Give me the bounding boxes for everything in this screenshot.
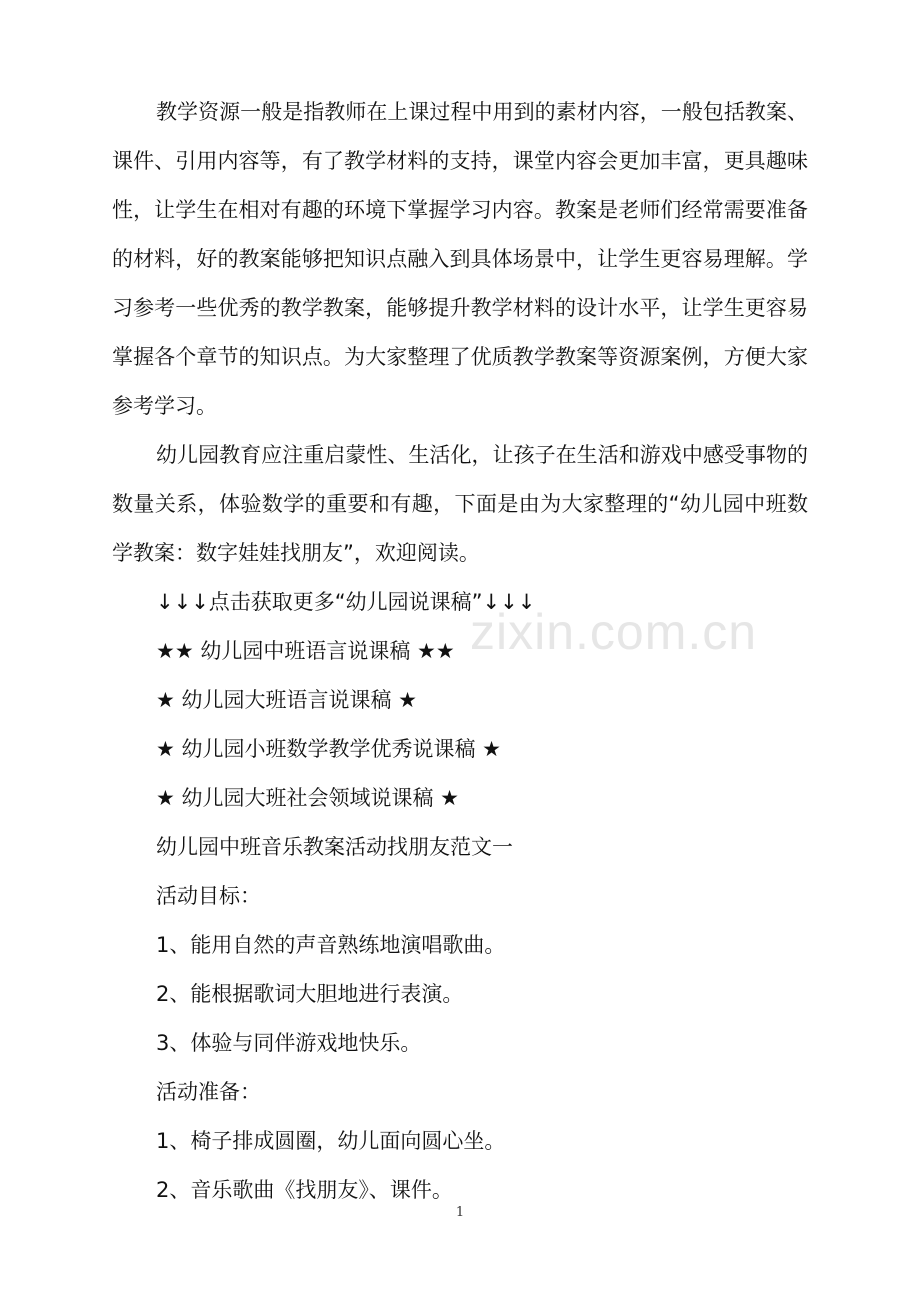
goals-heading: 活动目标： — [156, 884, 261, 908]
intro-paragraph: 教学资源一般是指教师在上课过程中用到的素材内容，一般包括教案、课件、引用内容等，有了教学材料的支持，课堂内容会更加丰富，更具趣味性，让学生在相对有趣的环境下掌握学习内容。教案是老师们经常需要准备的材料，好的教案能够把知识点融入到具体场景中，让学生更容易理解。学习参考一些优秀的教学教案，能够提升教学材料的设计水平，让学生更容易掌握各个章节的知识点。为大家整理了优质教学教案等资源案例，方便大家参考学习。 — [112, 100, 808, 418]
goal-item: 1、能用自然的声音熟练地演唱歌曲。 — [156, 933, 506, 957]
preparation-item: 1、椅子排成圆圈，幼儿面向圆心坐。 — [156, 1129, 506, 1153]
lead-paragraph: 幼儿园教育应注重启蒙性、生活化，让孩子在生活和游戏中感受事物的数量关系，体验数学的重要和有趣，下面是由为大家整理的“幼儿园中班数学教案：数字娃娃找朋友”，欢迎阅读。 — [112, 443, 808, 565]
link-middle-class-language[interactable]: ★★ 幼儿园中班语言说课稿 ★★ — [156, 639, 455, 663]
goal-item: 2、能根据歌词大胆地进行表演。 — [156, 982, 464, 1006]
page-number: 1 — [455, 1205, 465, 1220]
link-junior-class-math[interactable]: ★ 幼儿园小班数学教学优秀说课稿 ★ — [156, 737, 502, 761]
document-body — [112, 88, 808, 1215]
watermark: zixin.com.cn — [470, 604, 758, 660]
link-senior-class-language[interactable]: ★ 幼儿园大班语言说课稿 ★ — [156, 688, 418, 712]
more-link-header[interactable]: ↓↓↓点击获取更多“幼儿园说课稿”↓↓↓ — [156, 590, 536, 614]
preparation-item: 2、音乐歌曲《找朋友》、课件。 — [156, 1178, 453, 1202]
goal-item: 3、体验与同伴游戏地快乐。 — [156, 1031, 422, 1055]
section-title: 幼儿园中班音乐教案活动找朋友范文一 — [156, 835, 513, 859]
link-senior-class-social[interactable]: ★ 幼儿园大班社会领域说课稿 ★ — [156, 786, 460, 810]
preparation-heading: 活动准备： — [156, 1080, 261, 1104]
